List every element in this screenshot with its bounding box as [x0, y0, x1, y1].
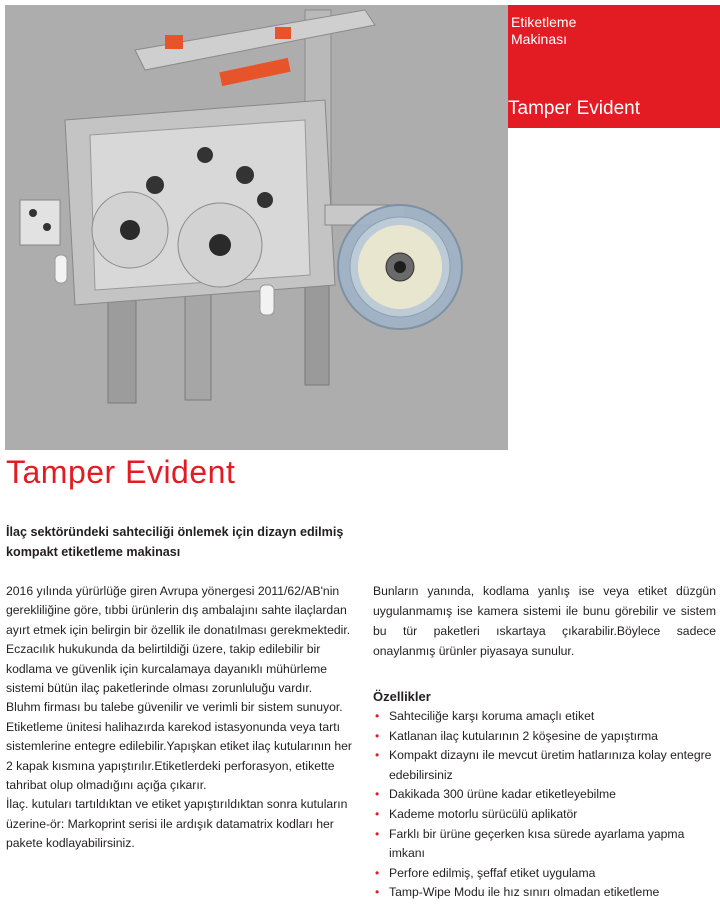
paragraph: Bluhm firması bu talebe güvenilir ve verimli bir sistem sunuyor.: [6, 700, 343, 715]
subtitle: İlaç sektöründeki sahteciliği önlemek için dizayn edilmiş kompakt etiketleme makinası: [6, 525, 344, 559]
features-heading: Özellikler: [373, 689, 431, 704]
paragraph: Etiketleme ünitesi halihazırda karekod istasyonunda veya tartı sistemlerine entegre edilebilir.Yapışkan etiket ilaç kutularının her 2 kapak kısmına yapıştırılır.Etiketlerdeki perforasyon, etikette tahribat olup olmadığını açığa çıkarır.: [6, 719, 352, 793]
features-list: [373, 707, 716, 903]
right-column: [373, 581, 716, 903]
feature-text: Sahteciliğe karşı koruma amaçlı etiket: [389, 709, 595, 723]
paragraph: İlaç. kutuları tartıldıktan ve etiket yapıştırıldıktan sonra kutuların üzerine-ör: Markoprint serisi ile ardışık datamatrix kodları her pakete kodlayabilirsiniz.: [6, 797, 348, 851]
paragraph: 2016 yılında yürürlüğe giren Avrupa yönergesi 2011/62/AB'nin gerekliliğine göre, tıbbi ürünlerin dış ambalajını sahte ilaçlardan ayırt etmek için belirgin bir özellik ile donatılması gerekmektedir. Eczacılık hukukunda da belirtildiği üzere, takip edilebilir bir kodlama ve güvenlik için kurcalamaya dayanıklı mühürleme sistemi bütün ilaç paketlerinde olması zorunluluğu vardır.: [6, 584, 351, 696]
left-column: [6, 582, 358, 854]
header-banner: [508, 5, 720, 128]
list-item: [373, 707, 716, 727]
page-title: Tamper Evident: [6, 454, 236, 490]
feature-text: Kademe motorlu sürücülü aplikatör: [389, 806, 578, 821]
product-photo: [5, 5, 508, 450]
category-label: Etiketleme Makinası: [511, 14, 577, 47]
bullet-icon: •: [375, 728, 380, 743]
feature-text: Perfore edilmiş, şeffaf etiket uygulama: [389, 865, 596, 880]
list-item: [373, 727, 716, 747]
feature-text: Dakikada 300 ürüne kadar etiketleyebilme: [389, 787, 616, 802]
list-item: [373, 864, 716, 884]
bullet-icon: •: [375, 885, 380, 900]
feature-text: Farklı bir ürüne geçerken kısa sürede ayarlama yapma imkanı: [389, 826, 685, 861]
bullet-icon: •: [375, 806, 380, 821]
list-item: [373, 805, 716, 825]
list-item: [373, 746, 716, 785]
bullet-icon: •: [375, 787, 380, 802]
feature-text: Kompakt dizaynı ile mevcut üretim hatlarınıza kolay entegre edebilirsiniz: [389, 748, 712, 782]
feature-text: Katlanan ilaç kutularının 2 köşesine de yapıştırma: [389, 728, 658, 743]
feature-text: Tamp-Wipe Modu ile hız sınırı olmadan etiketleme: [389, 885, 660, 900]
product-name: Tamper Evident: [508, 98, 641, 119]
paragraph: Bunların yanında, kodlama yanlış ise veya etiket düzgün uygulanmamış ise kamera sistemi ile bunu görebilir ve sistem bu tür paketleri ıskartaya çıkarabilir.Böylece sadece onaylanmış ürünler piyasaya sunulur.: [373, 584, 716, 658]
list-item: [373, 825, 716, 864]
list-item: [373, 785, 716, 805]
bullet-icon: •: [375, 709, 380, 723]
bullet-icon: •: [375, 865, 380, 880]
list-item: [373, 883, 716, 903]
bullet-icon: •: [375, 748, 380, 763]
bullet-icon: •: [375, 826, 380, 841]
